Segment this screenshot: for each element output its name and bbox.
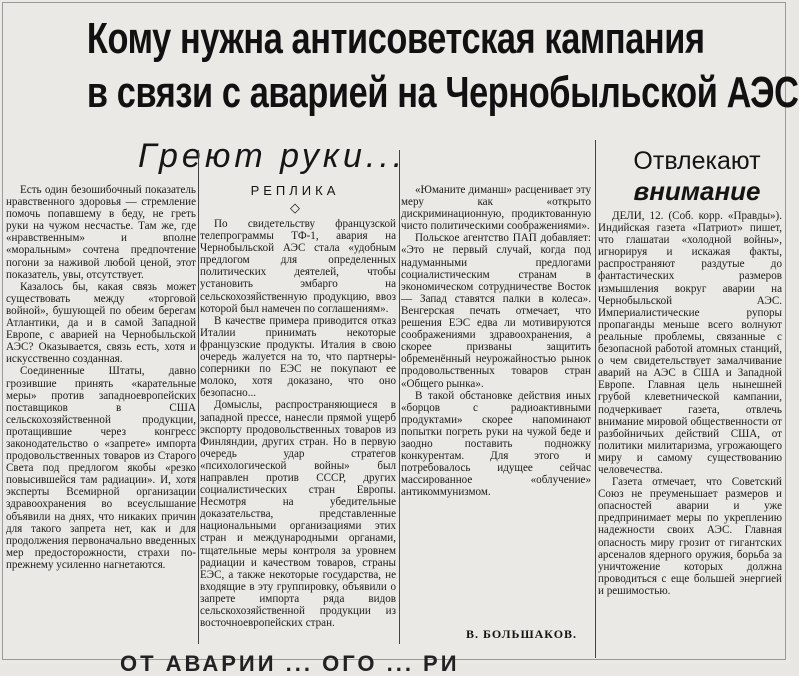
paragraph: Соединенные Штаты, давно грозившие принять «карательные меры» против западноевропейских поставщиков в США сельскохозяйственной продукции, протащившие через конгресс законодательство о «запрете» импорта продовольственных товаров из Старого Света под предлогом якобы «резко повысившейся там радиации». И, хотя эксперты Всемирной организации здравоохранения во всеуслышание объявили на днях, что никаких причин для такого запрета нет, как и для продолжения первоначально введенных мер предосторожности, страхи по-прежнему усиленно нагнетаются. — [6, 365, 196, 571]
paragraph: «Юманите диманш» расценивает эту меру как «открыто дискриминационную, продиктованную чисто политическими соображениями». — [401, 184, 591, 233]
paragraph: По свидетельству французской телепрограммы ТФ-1, авария на Чернобыльской АЭС стала «удобным предлогом для определенных политических деятелей, чтобы установить эмбарго на сельскохозяйственную продукцию, ввоз которой был намечен по соглашениям». — [200, 218, 396, 315]
column-divider — [198, 150, 199, 644]
paragraph: В такой обстановке действия иных «борцов с радиоактивными продуктами» скорее напоминают попытки погреть руки на чужой беде и заодно поставить подножку конкурентам. Для этого и потребовалось идущее сейчас массированное «облучение» антикоммунизмом. — [401, 389, 591, 499]
article-column-2 — [200, 218, 396, 658]
author-signature: В. БОЛЬШАКОВ. — [466, 627, 578, 641]
headline-line-2: в связи с аварией на Чернобыльской АЭС — [86, 68, 799, 117]
paragraph: ДЕЛИ, 12. (Соб. корр. «Правды»). Индийская газета «Патриот» пишет, что глашатаи «холодной войны», игнорируя и искажая факты, распространяют раздутые до фантастических размеров измышления вокруг аварии на Чернобыльской АЭС. Империалистические рупоры пропаганды меньше всего волнуют реальные проблемы, связанные с безопасной работой атомных станций, о чем свидетельствует замалчивание аварий на АЭС в США и Западной Европе. Главная цель нынешней грубой клеветнической кампании, подчеркивает газета, отвлечь внимание мировой общественности от разбойничьих действий США, от политики милитаризма, угрожающего миру и самому существованию человечества. — [598, 210, 782, 476]
paragraph: Казалось бы, какая связь может существовать между «торговой войной», бушующей по обеим берегам Атлантики, да и в самой Западной Европе, с аварией на Чернобыльской АЭС? Оказывается, связь есть, хотя и искусственно созданная. — [6, 280, 196, 366]
headline-line-1: Кому нужна антисоветская кампания — [86, 14, 705, 63]
left-article-title: Греют руки... — [138, 137, 407, 175]
paragraph: В качестве примера приводится отказ Италии принимать некоторые французские продукты. Италия в свою очередь жалуется на то, что партнеры-соперники по ЕЭС не покупают ее молоко, хотя доказано, что оно безопасно... — [200, 314, 396, 400]
paragraph: Есть один безошибочный показатель нравственного здоровья — стремление помочь попавшему в беду, не греть руки на чужом несчастье. Там же, где «нравственным» и вполне «моральным» сочтена предпочтение погони за наживой любой ценой, этот показатель, увы, отсутствует. — [6, 184, 196, 281]
paragraph: Газета отмечает, что Советский Союз не преуменьшает размеров и опасностей аварии и уже предпринимает меры по укреплению надежности своих АЭС. Главная опасность миру грозит от гигантских арсеналов ядерного оружия, борьба за уничтожение которых должна проводиться с еще большей энергией и решимостью. — [598, 476, 782, 597]
right-article-title-line-2: внимание — [633, 176, 761, 206]
paragraph: Польское агентство ПАП добавляет: «Это не первый случай, когда под надуманными предлогами социалистическим странам в экономическом сотрудничестве Восток — Запад ставятся палки в колеса». Венгерская печать отмечает, что решения ЕЭС едва ли мотивируются соображениями здравоохранения, а скорее призваны защитить обременённый неурожайностью рынок продовольственных товаров стран «Общего рынка». — [401, 232, 591, 390]
paragraph: Домыслы, распространяющиеся в западной прессе, нанесли прямой ущерб экспорту продовольственных товаров из Финляндии, других стран. Но в первую очередь удар стратегов «психологической войны» был направлен против СССР, других социалистических стран Европы. Несмотря на убедительные доказательства, представленные национальными организациями этих стран и международными органами, тщательные меры контроля за уровнем радиации и качеством товаров, страны ЕЭС, а также некоторые государства, не входящие в эту группировку, объявили о запрете импорта ряда видов сельскохозяйственной продукции из восточноевропейских стран. — [200, 399, 396, 630]
column-divider — [399, 150, 400, 644]
right-article-column — [598, 210, 782, 658]
diamond-ornament-icon: ◇ — [290, 200, 300, 215]
article-divider — [595, 140, 596, 658]
article-column-1 — [6, 184, 196, 658]
next-headline-fragment: ОТ АВАРИИ ... ОГО ... РИ — [120, 651, 460, 676]
rubric-label: РЕПЛИКА — [250, 183, 340, 198]
right-article-title-line-1: Отвлекают — [633, 147, 761, 175]
article-column-3 — [401, 184, 591, 624]
